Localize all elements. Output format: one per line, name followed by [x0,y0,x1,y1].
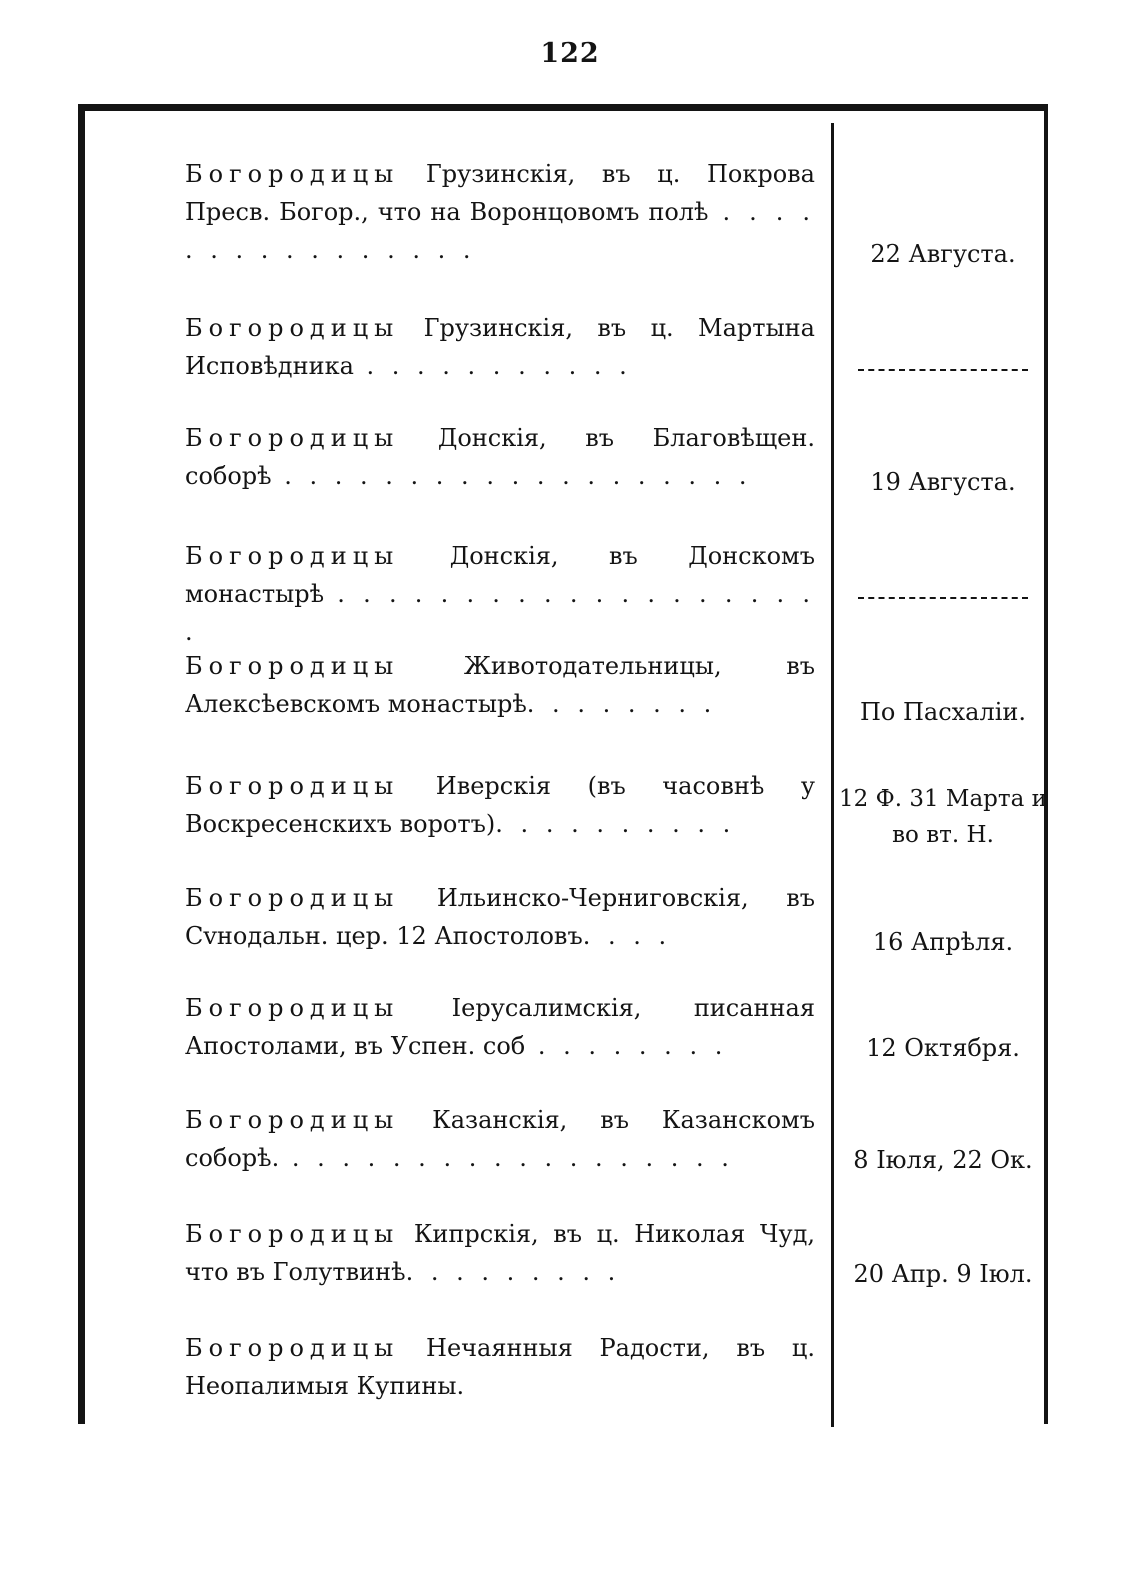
entry-description [185,767,815,843]
entry-text: Грузинскія, въ ц. Мартына Исповѣдника [185,314,815,380]
entry-lead-word: Богородицы [185,160,400,188]
entry-date: 22 Августа. [870,240,1016,268]
leader-dots: . . . . . . . . . . [495,810,736,838]
calendar-table-frame [78,104,1048,1424]
entry-description [185,1101,815,1177]
column-divider [831,123,834,1427]
entry-text: Казанскія, въ Казанскомъ соборѣ. [185,1106,815,1172]
entry-text: Грузинскія, въ ц. Покрова Пресв. Богор., что на Воронцовомъ полѣ [185,160,815,226]
entry-text: Животодательницы, въ Алексѣевскомъ монастырѣ [185,652,815,718]
entry-description [185,1215,815,1291]
entry-text: Донскія, въ Благовѣщен. соборѣ [185,424,815,490]
entry-description [185,537,815,651]
entry-lead-word: Богородицы [185,772,400,800]
leader-dots: . . . . . . . . [525,1032,728,1060]
entry-description [185,309,815,385]
entry-date [837,349,1049,387]
entry-lead-word: Богородицы [185,1220,400,1248]
entry-lead-word: Богородицы [185,542,400,570]
leader-dots: . . . . . . . . [526,690,717,718]
entry-lead-word: Богородицы [185,1106,400,1134]
leader-dots: . . . . . . . . . . . . . . . . . . . [271,462,752,490]
entry-lead-word: Богородицы [185,1334,400,1362]
entry-date: 8 Іюля, 22 Ок. [853,1146,1033,1174]
leader-dots: . . . . . . . . . [405,1258,621,1286]
entry-date: 12 Октября. [866,1034,1020,1062]
leader-dots: . . . . . . . . . . . . . . . . . . . . [185,580,815,646]
leader-dots: . . . . . . . . . . . . . . . . . . [279,1144,734,1172]
ditto-dashes [858,597,1028,599]
entry-text: Кипрскія, въ ц. Николая Чуд, что въ Голутвинѣ [185,1220,815,1286]
entry-text: Ильинско-Черниговскія, въ Сvнодальн. цер. 12 Апостоловъ [185,884,815,950]
leader-dots: . . . . . . . . . . . [353,352,632,380]
entry-description [185,879,815,955]
entry-description [185,419,815,495]
entry-text: Донскія, въ Донскомъ монастырѣ [185,542,815,608]
leader-dots: . . . . [582,922,672,950]
entry-lead-word: Богородицы [185,884,400,912]
entry-lead-word: Богородицы [185,424,400,452]
entry-lead-word: Богородицы [185,314,400,342]
entry-date: 20 Апр. 9 Іюл. [853,1260,1033,1288]
entry-description [185,1329,815,1405]
page-number: 122 [540,38,600,69]
entry-date: По Пасхаліи. [859,698,1027,726]
entry-date: 16 Апрѣля. [872,928,1014,956]
entry-text: Іерусалимскія, писанная Апостолами, въ Успен. соб [185,994,815,1060]
entry-description [185,989,815,1065]
entry-lead-word: Богородицы [185,652,400,680]
ditto-dashes [858,369,1028,371]
entry-date: 12 Ф. 31 Марта и во вт. Н. [839,786,1047,848]
entry-description [185,647,815,723]
entry-date: 19 Августа. [870,468,1016,496]
entry-text: Нечаянныя Радости, въ ц. Неопалимыя Купины. [185,1334,815,1400]
leader-dots: . . . . . . . . . . . . . . . . [185,198,815,264]
entry-date [837,577,1049,615]
entry-description [185,155,815,269]
entry-lead-word: Богородицы [185,994,400,1022]
entry-text: Иверскія (въ часовнѣ у Воскресенскихъ воротъ) [185,772,815,838]
